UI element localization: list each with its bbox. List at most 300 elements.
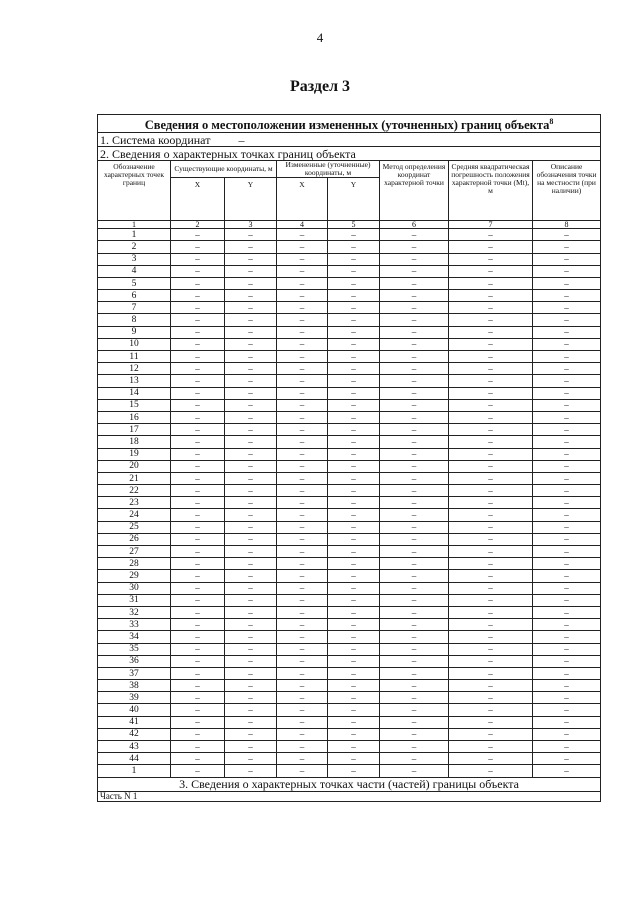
empty-value-dash: – [328,436,380,448]
empty-value-dash: – [171,619,225,631]
point-id: 11 [98,351,171,363]
point-id: 34 [98,631,171,643]
table-row [98,716,601,728]
column-number: 7 [449,221,533,229]
boundary-table [97,114,601,802]
header-method: Метод определения координат характерной точки [380,161,449,221]
empty-value-dash: – [533,680,601,692]
table-row [98,229,601,241]
empty-value-dash: – [225,387,277,399]
empty-value-dash: – [380,351,449,363]
empty-value-dash: – [328,460,380,472]
empty-value-dash: – [380,253,449,265]
empty-value-dash: – [277,570,328,582]
empty-value-dash: – [225,546,277,558]
empty-value-dash: – [277,582,328,594]
empty-value-dash: – [449,387,533,399]
empty-value-dash: – [380,314,449,326]
empty-value-dash: – [449,619,533,631]
empty-value-dash: – [171,229,225,241]
header-existing-x: X [171,178,225,221]
empty-value-dash: – [277,765,328,777]
empty-value-dash: – [328,716,380,728]
empty-value-dash: – [533,533,601,545]
table-row [98,558,601,570]
empty-value-dash: – [277,594,328,606]
empty-value-dash: – [380,411,449,423]
empty-value-dash: – [277,253,328,265]
empty-value-dash: – [328,594,380,606]
empty-value-dash: – [171,375,225,387]
empty-value-dash: – [225,728,277,740]
empty-value-dash: – [171,704,225,716]
table-row [98,399,601,411]
empty-value-dash: – [380,741,449,753]
empty-value-dash: – [449,546,533,558]
empty-value-dash: – [533,460,601,472]
table-row [98,655,601,667]
empty-value-dash: – [328,521,380,533]
table-caption: Сведения о местоположении измененных (уточненных) границ объекта$^8$ [98,115,601,133]
empty-value-dash: – [449,765,533,777]
point-id: 15 [98,399,171,411]
empty-value-dash: – [328,753,380,765]
empty-value-dash: – [225,680,277,692]
empty-value-dash: – [171,241,225,253]
empty-value-dash: – [171,497,225,509]
empty-value-dash: – [533,314,601,326]
empty-value-dash: – [449,521,533,533]
empty-value-dash: – [533,411,601,423]
empty-value-dash: – [225,375,277,387]
empty-value-dash: – [225,436,277,448]
empty-value-dash: – [328,387,380,399]
point-id: 23 [98,497,171,509]
point-id: 27 [98,546,171,558]
table-row [98,448,601,460]
empty-value-dash: – [328,655,380,667]
empty-value-dash: – [328,509,380,521]
empty-value-dash: – [449,570,533,582]
empty-value-dash: – [449,716,533,728]
empty-value-dash: – [328,692,380,704]
empty-value-dash: – [533,265,601,277]
empty-value-dash: – [449,265,533,277]
empty-value-dash: – [449,643,533,655]
empty-value-dash: – [225,533,277,545]
empty-value-dash: – [533,229,601,241]
empty-value-dash: – [533,326,601,338]
empty-value-dash: – [449,667,533,679]
table-row [98,643,601,655]
empty-value-dash: – [225,594,277,606]
point-id: 30 [98,582,171,594]
empty-value-dash: – [449,302,533,314]
empty-value-dash: – [225,509,277,521]
empty-value-dash: – [171,290,225,302]
empty-value-dash: – [533,497,601,509]
empty-value-dash: – [533,472,601,484]
empty-value-dash: – [171,424,225,436]
table-row [98,241,601,253]
empty-value-dash: – [449,363,533,375]
empty-value-dash: – [380,546,449,558]
point-id: 17 [98,424,171,436]
empty-value-dash: – [225,302,277,314]
empty-value-dash: – [171,546,225,558]
empty-value-dash: – [277,302,328,314]
empty-value-dash: – [277,704,328,716]
empty-value-dash: – [449,655,533,667]
empty-value-dash: – [171,606,225,618]
table-row [98,497,601,509]
table-row [98,631,601,643]
empty-value-dash: – [328,326,380,338]
empty-value-dash: – [328,619,380,631]
empty-value-dash: – [380,399,449,411]
empty-value-dash: – [449,375,533,387]
empty-value-dash: – [277,606,328,618]
empty-value-dash: – [171,667,225,679]
header-accuracy: Средняя квадратическая погрешность положения характерной точки (Mt), м [449,161,533,221]
empty-value-dash: – [533,351,601,363]
column-number: 2 [171,221,225,229]
empty-value-dash: – [328,424,380,436]
table-row [98,363,601,375]
empty-value-dash: – [277,363,328,375]
empty-value-dash: – [225,448,277,460]
point-id: 25 [98,521,171,533]
empty-value-dash: – [449,753,533,765]
empty-value-dash: – [380,521,449,533]
point-id: 5 [98,277,171,289]
point-id: 10 [98,338,171,350]
empty-value-dash: – [449,424,533,436]
empty-value-dash: – [328,643,380,655]
table-row [98,424,601,436]
empty-value-dash: – [171,728,225,740]
empty-value-dash: – [533,728,601,740]
empty-value-dash: – [171,753,225,765]
empty-value-dash: – [225,655,277,667]
table-row [98,436,601,448]
empty-value-dash: – [277,399,328,411]
point-id: 19 [98,448,171,460]
empty-value-dash: – [225,363,277,375]
empty-value-dash: – [328,265,380,277]
empty-value-dash: – [380,387,449,399]
empty-value-dash: – [277,558,328,570]
empty-value-dash: – [277,509,328,521]
empty-value-dash: – [225,472,277,484]
empty-value-dash: – [171,302,225,314]
empty-value-dash: – [225,631,277,643]
point-id: 39 [98,692,171,704]
empty-value-dash: – [533,704,601,716]
point-id: 24 [98,509,171,521]
header-point-id: Обозначение характерных точек границ [98,161,171,221]
point-id: 1 [98,229,171,241]
empty-value-dash: – [277,667,328,679]
empty-value-dash: – [171,692,225,704]
empty-value-dash: – [380,643,449,655]
point-id: 35 [98,643,171,655]
empty-value-dash: – [171,387,225,399]
empty-value-dash: – [171,533,225,545]
empty-value-dash: – [277,533,328,545]
empty-value-dash: – [225,716,277,728]
empty-value-dash: – [328,680,380,692]
empty-value-dash: – [277,351,328,363]
table-row [98,265,601,277]
empty-value-dash: – [380,631,449,643]
empty-value-dash: – [533,765,601,777]
empty-value-dash: – [328,314,380,326]
table-row [98,290,601,302]
empty-value-dash: – [449,326,533,338]
empty-value-dash: – [328,338,380,350]
column-number: 3 [225,221,277,229]
point-id: 3 [98,253,171,265]
empty-value-dash: – [328,728,380,740]
point-id: 16 [98,411,171,423]
empty-value-dash: – [449,448,533,460]
empty-value-dash: – [533,655,601,667]
empty-value-dash: – [380,265,449,277]
column-number: 8 [533,221,601,229]
point-id: 22 [98,485,171,497]
empty-value-dash: – [171,253,225,265]
empty-value-dash: – [380,229,449,241]
empty-value-dash: – [328,302,380,314]
table-row [98,253,601,265]
coordinate-system-value: – [238,132,245,147]
empty-value-dash: – [225,326,277,338]
empty-value-dash: – [449,692,533,704]
empty-value-dash: – [171,265,225,277]
empty-value-dash: – [380,460,449,472]
empty-value-dash: – [225,643,277,655]
header-changed-y: Y [328,178,380,221]
empty-value-dash: – [171,582,225,594]
empty-value-dash: – [171,594,225,606]
empty-value-dash: – [225,753,277,765]
empty-value-dash: – [328,375,380,387]
empty-value-dash: – [328,533,380,545]
empty-value-dash: – [225,692,277,704]
empty-value-dash: – [328,351,380,363]
point-id: 6 [98,290,171,302]
empty-value-dash: – [328,229,380,241]
empty-value-dash: – [380,765,449,777]
point-id: 33 [98,619,171,631]
table-row [98,411,601,423]
empty-value-dash: – [533,716,601,728]
empty-value-dash: – [449,606,533,618]
empty-value-dash: – [277,375,328,387]
empty-value-dash: – [449,533,533,545]
empty-value-dash: – [328,448,380,460]
empty-value-dash: – [533,363,601,375]
empty-value-dash: – [277,229,328,241]
empty-value-dash: – [171,472,225,484]
point-id: 2 [98,241,171,253]
table-row [98,765,601,777]
point-id: 13 [98,375,171,387]
empty-value-dash: – [533,643,601,655]
empty-value-dash: – [380,436,449,448]
empty-value-dash: – [328,704,380,716]
empty-value-dash: – [380,753,449,765]
empty-value-dash: – [533,424,601,436]
empty-value-dash: – [449,253,533,265]
empty-value-dash: – [225,521,277,533]
empty-value-dash: – [225,667,277,679]
empty-value-dash: – [380,497,449,509]
empty-value-dash: – [277,631,328,643]
empty-value-dash: – [171,277,225,289]
empty-value-dash: – [533,692,601,704]
point-id: 43 [98,741,171,753]
empty-value-dash: – [277,338,328,350]
empty-value-dash: – [328,741,380,753]
empty-value-dash: – [533,570,601,582]
empty-value-dash: – [380,570,449,582]
column-number-row [98,221,601,229]
empty-value-dash: – [533,582,601,594]
point-id: 38 [98,680,171,692]
table-row [98,753,601,765]
points-section-title: 2. Сведения о характерных точках границ объекта [98,147,601,161]
empty-value-dash: – [449,436,533,448]
table-row [98,680,601,692]
point-id: 28 [98,558,171,570]
empty-value-dash: – [449,351,533,363]
empty-value-dash: – [328,570,380,582]
table-row [98,460,601,472]
point-id: 18 [98,436,171,448]
empty-value-dash: – [171,521,225,533]
header-existing-y: Y [225,178,277,221]
empty-value-dash: – [380,655,449,667]
column-number: 6 [380,221,449,229]
empty-value-dash: – [277,741,328,753]
empty-value-dash: – [225,277,277,289]
empty-value-dash: – [225,606,277,618]
empty-value-dash: – [171,558,225,570]
point-id: 9 [98,326,171,338]
empty-value-dash: – [380,485,449,497]
empty-value-dash: – [533,619,601,631]
empty-value-dash: – [277,753,328,765]
empty-value-dash: – [449,277,533,289]
table-row [98,606,601,618]
point-id: 32 [98,606,171,618]
empty-value-dash: – [328,290,380,302]
table-row [98,472,601,484]
empty-value-dash: – [449,631,533,643]
section-title: Раздел 3 [289,78,351,95]
table-row [98,485,601,497]
empty-value-dash: – [380,582,449,594]
empty-value-dash: – [380,667,449,679]
empty-value-dash: – [380,533,449,545]
empty-value-dash: – [225,582,277,594]
point-id: 31 [98,594,171,606]
empty-value-dash: – [380,424,449,436]
empty-value-dash: – [533,521,601,533]
empty-value-dash: – [449,680,533,692]
point-id: 42 [98,728,171,740]
empty-value-dash: – [225,411,277,423]
point-id: 36 [98,655,171,667]
empty-value-dash: – [380,302,449,314]
empty-value-dash: – [533,375,601,387]
table-row [98,533,601,545]
table-row [98,521,601,533]
empty-value-dash: – [171,411,225,423]
empty-value-dash: – [277,387,328,399]
empty-value-dash: – [449,472,533,484]
empty-value-dash: – [171,680,225,692]
empty-value-dash: – [277,314,328,326]
empty-value-dash: – [380,338,449,350]
table-row [98,704,601,716]
empty-value-dash: – [171,716,225,728]
empty-value-dash: – [171,460,225,472]
empty-value-dash: – [328,558,380,570]
header-changed-coords: Измененные (уточненные) координаты, м [277,161,380,178]
empty-value-dash: – [533,594,601,606]
section3-title: 3. Сведения о характерных точках части (частей) границы объекта [98,777,601,791]
empty-value-dash: – [449,704,533,716]
point-id: 20 [98,460,171,472]
empty-value-dash: – [533,241,601,253]
empty-value-dash: – [225,265,277,277]
empty-value-dash: – [533,485,601,497]
empty-value-dash: – [277,643,328,655]
footnote-mark: 8 [549,117,554,126]
table-row [98,741,601,753]
empty-value-dash: – [449,485,533,497]
empty-value-dash: – [380,606,449,618]
table-row [98,619,601,631]
point-id: 21 [98,472,171,484]
empty-value-dash: – [277,546,328,558]
empty-value-dash: – [533,387,601,399]
empty-value-dash: – [533,667,601,679]
empty-value-dash: – [225,704,277,716]
empty-value-dash: – [171,655,225,667]
empty-value-dash: – [328,411,380,423]
empty-value-dash: – [225,338,277,350]
column-number: 5 [328,221,380,229]
empty-value-dash: – [449,460,533,472]
empty-value-dash: – [171,570,225,582]
empty-value-dash: – [380,448,449,460]
empty-value-dash: – [171,765,225,777]
empty-value-dash: – [277,241,328,253]
empty-value-dash: – [380,594,449,606]
table-row [98,594,601,606]
empty-value-dash: – [225,460,277,472]
table-row [98,351,601,363]
empty-value-dash: – [449,497,533,509]
column-number: 4 [277,221,328,229]
page-number: 4 [316,30,324,45]
header-changed-x: X [277,178,328,221]
table-row [98,302,601,314]
